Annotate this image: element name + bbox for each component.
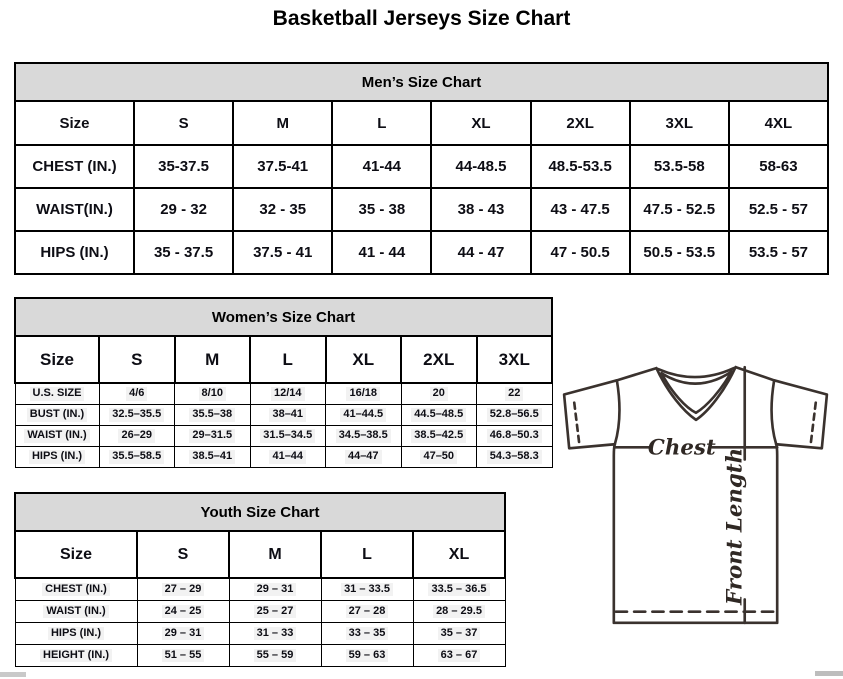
left-sleeve-seam bbox=[615, 380, 620, 444]
measurement-cell: 34.5–38.5 bbox=[326, 426, 402, 447]
measurement-cell: 31 – 33.5 bbox=[321, 578, 413, 601]
measurement-cell: 44-48.5 bbox=[431, 145, 530, 188]
measurement-row bbox=[15, 645, 505, 667]
size-label-header: Size bbox=[15, 531, 137, 578]
measurement-cell: 47–50 bbox=[401, 447, 477, 468]
size-column-header: 3XL bbox=[477, 336, 553, 383]
measurement-cell: 38 - 43 bbox=[431, 188, 530, 231]
measurement-cell: 33 – 35 bbox=[321, 623, 413, 645]
size-column-header: M bbox=[233, 101, 332, 145]
size-column-header: XL bbox=[431, 101, 530, 145]
measurement-cell: 22 bbox=[477, 383, 553, 405]
size-column-header: L bbox=[321, 531, 413, 578]
measurement-cell: 27 – 28 bbox=[321, 601, 413, 623]
measurement-cell: 37.5-41 bbox=[233, 145, 332, 188]
size-header-row bbox=[15, 336, 552, 383]
size-column-header: 2XL bbox=[531, 101, 630, 145]
size-header-row bbox=[15, 101, 828, 145]
measurement-cell: 41-44 bbox=[332, 145, 431, 188]
size-column-header: XL bbox=[413, 531, 505, 578]
measurement-cell: 24 – 25 bbox=[137, 601, 229, 623]
front-length-label: Front Length bbox=[722, 447, 748, 606]
measurement-row bbox=[15, 145, 828, 188]
measurement-cell: 44 - 47 bbox=[431, 231, 530, 274]
measurement-row bbox=[15, 383, 552, 405]
size-column-header: S bbox=[99, 336, 175, 383]
measurement-cell: 53.5-58 bbox=[630, 145, 729, 188]
measurement-cell: 41 - 44 bbox=[332, 231, 431, 274]
measurement-cell: 54.3–58.3 bbox=[477, 447, 553, 468]
womens-size-chart-section bbox=[14, 297, 553, 468]
measurement-row-label: WAIST (IN.) bbox=[15, 426, 99, 447]
measurement-cell: 33.5 – 36.5 bbox=[413, 578, 505, 601]
left-cuff-dashed-line bbox=[574, 403, 579, 445]
jersey-measurement-diagram bbox=[558, 358, 832, 634]
measurement-cell: 38.5–41 bbox=[175, 447, 251, 468]
measurement-cell: 29 - 32 bbox=[134, 188, 233, 231]
measurement-row-label: HEIGHT (IN.) bbox=[15, 645, 137, 667]
size-label-header: Size bbox=[15, 101, 134, 145]
youth-size-chart-header: Youth Size Chart bbox=[14, 492, 506, 532]
measurement-cell: 52.8–56.5 bbox=[477, 405, 553, 426]
jersey-outline bbox=[564, 367, 827, 623]
measurement-cell: 47 - 50.5 bbox=[531, 231, 630, 274]
measurement-cell: 35 - 38 bbox=[332, 188, 431, 231]
measurement-cell: 35-37.5 bbox=[134, 145, 233, 188]
measurement-cell: 32.5–35.5 bbox=[99, 405, 175, 426]
measurement-cell: 35.5–58.5 bbox=[99, 447, 175, 468]
measurement-cell: 35 - 37.5 bbox=[134, 231, 233, 274]
measurement-row-label: HIPS (IN.) bbox=[15, 623, 137, 645]
measurement-cell: 32 - 35 bbox=[233, 188, 332, 231]
womens-size-chart-header: Women’s Size Chart bbox=[14, 297, 553, 337]
measurement-cell: 25 – 27 bbox=[229, 601, 321, 623]
youth-size-chart-section bbox=[14, 492, 506, 667]
measurement-cell: 31 – 33 bbox=[229, 623, 321, 645]
measurement-cell: 53.5 - 57 bbox=[729, 231, 828, 274]
mens-size-chart-section bbox=[14, 62, 829, 275]
page-title: Basketball Jerseys Size Chart bbox=[272, 7, 571, 30]
scrollbar-fragment-left bbox=[0, 672, 26, 677]
mens-size-chart-header: Men’s Size Chart bbox=[14, 62, 829, 102]
size-column-header: S bbox=[134, 101, 233, 145]
measurement-cell: 59 – 63 bbox=[321, 645, 413, 667]
measurement-row-label: HIPS (IN.) bbox=[15, 447, 99, 468]
measurement-row-label: CHEST (IN.) bbox=[15, 578, 137, 601]
measurement-cell: 41–44.5 bbox=[326, 405, 402, 426]
measurement-row-label: WAIST(IN.) bbox=[15, 188, 134, 231]
measurement-row-label: WAIST (IN.) bbox=[15, 601, 137, 623]
measurement-cell: 16/18 bbox=[326, 383, 402, 405]
measurement-row bbox=[15, 405, 552, 426]
youth-size-table bbox=[14, 530, 506, 667]
measurement-cell: 31.5–34.5 bbox=[250, 426, 326, 447]
measurement-cell: 12/14 bbox=[250, 383, 326, 405]
size-column-header: S bbox=[137, 531, 229, 578]
size-label-header: Size bbox=[15, 336, 99, 383]
measurement-cell: 48.5-53.5 bbox=[531, 145, 630, 188]
size-column-header: XL bbox=[326, 336, 402, 383]
measurement-cell: 4/6 bbox=[99, 383, 175, 405]
measurement-row bbox=[15, 601, 505, 623]
measurement-cell: 29–31.5 bbox=[175, 426, 251, 447]
measurement-cell: 38.5–42.5 bbox=[401, 426, 477, 447]
measurement-cell: 28 – 29.5 bbox=[413, 601, 505, 623]
measurement-row bbox=[15, 447, 552, 468]
measurement-row bbox=[15, 188, 828, 231]
womens-size-table bbox=[14, 335, 553, 468]
measurement-row bbox=[15, 623, 505, 645]
measurement-cell: 8/10 bbox=[175, 383, 251, 405]
measurement-cell: 37.5 - 41 bbox=[233, 231, 332, 274]
measurement-cell: 26–29 bbox=[99, 426, 175, 447]
mens-size-table bbox=[14, 100, 829, 275]
measurement-row-label: HIPS (IN.) bbox=[15, 231, 134, 274]
measurement-cell: 29 – 31 bbox=[137, 623, 229, 645]
measurement-cell: 55 – 59 bbox=[229, 645, 321, 667]
measurement-cell: 20 bbox=[401, 383, 477, 405]
chest-label: Chest bbox=[647, 435, 716, 461]
measurement-cell: 50.5 - 53.5 bbox=[630, 231, 729, 274]
measurement-row-label: BUST (IN.) bbox=[15, 405, 99, 426]
size-column-header: 3XL bbox=[630, 101, 729, 145]
measurement-row bbox=[15, 578, 505, 601]
size-column-header: L bbox=[250, 336, 326, 383]
scrollbar-fragment-right bbox=[815, 671, 843, 676]
measurement-row-label: CHEST (IN.) bbox=[15, 145, 134, 188]
measurement-cell: 38–41 bbox=[250, 405, 326, 426]
measurement-cell: 47.5 - 52.5 bbox=[630, 188, 729, 231]
measurement-cell: 44–47 bbox=[326, 447, 402, 468]
measurement-cell: 35.5–38 bbox=[175, 405, 251, 426]
size-column-header: L bbox=[332, 101, 431, 145]
measurement-cell: 27 – 29 bbox=[137, 578, 229, 601]
measurement-cell: 51 – 55 bbox=[137, 645, 229, 667]
measurement-cell: 35 – 37 bbox=[413, 623, 505, 645]
size-column-header: M bbox=[175, 336, 251, 383]
size-column-header: M bbox=[229, 531, 321, 578]
measurement-cell: 29 – 31 bbox=[229, 578, 321, 601]
measurement-cell: 46.8–50.3 bbox=[477, 426, 553, 447]
measurement-cell: 41–44 bbox=[250, 447, 326, 468]
measurement-cell: 52.5 - 57 bbox=[729, 188, 828, 231]
measurement-row bbox=[15, 426, 552, 447]
measurement-row-label: U.S. SIZE bbox=[15, 383, 99, 405]
measurement-cell: 63 – 67 bbox=[413, 645, 505, 667]
measurement-cell: 43 - 47.5 bbox=[531, 188, 630, 231]
size-column-header: 2XL bbox=[401, 336, 477, 383]
size-header-row bbox=[15, 531, 505, 578]
size-column-header: 4XL bbox=[729, 101, 828, 145]
measurement-cell: 58-63 bbox=[729, 145, 828, 188]
right-cuff-dashed-line bbox=[811, 403, 816, 445]
right-sleeve-seam bbox=[772, 380, 777, 444]
measurement-cell: 44.5–48.5 bbox=[401, 405, 477, 426]
measurement-row bbox=[15, 231, 828, 274]
